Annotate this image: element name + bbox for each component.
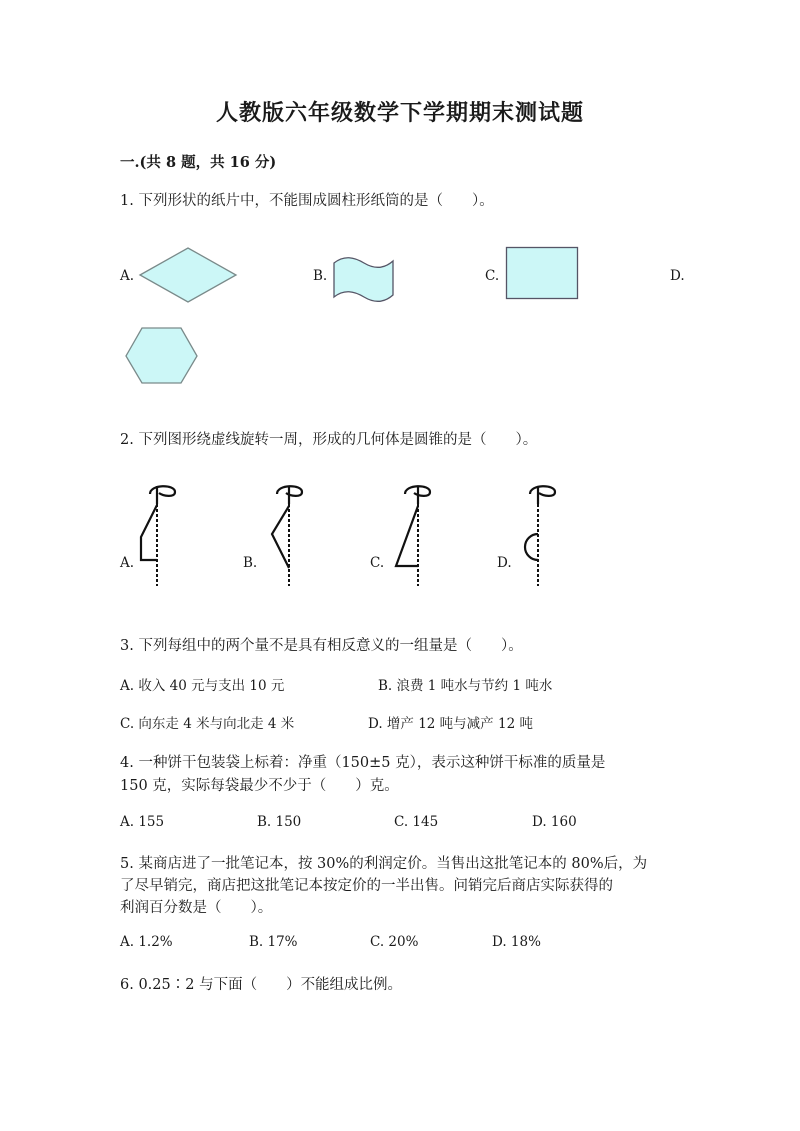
page-title: 人教版六年级数学下学期期末测试题 <box>215 100 584 126</box>
q2-figure-c <box>390 482 440 588</box>
q5-option-b: B. 17% <box>249 934 298 950</box>
q5-option-d: D. 18% <box>492 934 541 950</box>
q1-wavy-rectangle-shape <box>330 255 398 303</box>
q4-option-a: A. 155 <box>120 814 165 830</box>
question-5-stem-line-1: 5. 某商店进了一批笔记本，按 30%的利润定价。当售出这批笔记本的 80%后，为 <box>120 856 648 872</box>
question-4-stem-line-1: 4. 一种饼干包装袋上标着：净重（150±5 克），表示这种饼干标准的质量是 <box>120 755 606 771</box>
q1-option-b-label: B. <box>313 268 328 284</box>
q1-rhombus-shape <box>138 246 240 306</box>
question-6-stem: 6. 0.25∶2 与下面（ ）不能组成比例。 <box>120 977 403 993</box>
q2-option-d-label: D. <box>497 555 512 571</box>
question-2-stem: 2. 下列图形绕虚线旋转一周，形成的几何体是圆锥的是（ ）。 <box>120 432 538 448</box>
q3-option-a: A. 收入 40 元与支出 10 元 <box>120 678 285 694</box>
section-heading: 一.(共 8 题，共 16 分) <box>120 154 277 171</box>
q3-option-b: B. 浪费 1 吨水与节约 1 吨水 <box>378 678 553 694</box>
q3-option-d: D. 增产 12 吨与减产 12 吨 <box>368 716 533 732</box>
q1-option-c-label: C. <box>485 268 500 284</box>
q2-option-a-label: A. <box>120 555 135 571</box>
q2-option-b-label: B. <box>243 555 258 571</box>
q2-figure-d <box>515 482 565 588</box>
q4-option-c: C. 145 <box>394 814 439 830</box>
q2-figure-b <box>262 482 312 588</box>
q2-figure-a <box>135 482 185 588</box>
q1-rectangle-shape <box>505 246 581 302</box>
q1-option-d-label: D. <box>670 268 685 284</box>
q4-option-b: B. 150 <box>257 814 302 830</box>
question-1-stem: 1. 下列形状的纸片中，不能围成圆柱形纸筒的是（ ）。 <box>120 193 494 209</box>
q3-option-c: C. 向东走 4 米与向北走 4 米 <box>120 716 295 732</box>
question-3-stem: 3. 下列每组中的两个量不是具有相反意义的一组量是（ ）。 <box>120 638 523 654</box>
question-5-stem-line-3: 利润百分数是（ ）。 <box>120 900 273 916</box>
question-4-stem-line-2: 150 克，实际每袋最少不少于（ ）克。 <box>120 778 399 794</box>
q1-hexagon-shape <box>124 325 200 387</box>
q1-option-a-label: A. <box>120 268 135 284</box>
question-5-stem-line-2: 了尽早销完，商店把这批笔记本按定价的一半出售。问销完后商店实际获得的 <box>120 878 613 894</box>
q5-option-a: A. 1.2% <box>120 934 173 950</box>
q5-option-c: C. 20% <box>370 934 419 950</box>
q4-option-d: D. 160 <box>532 814 577 830</box>
q2-option-c-label: C. <box>370 555 385 571</box>
